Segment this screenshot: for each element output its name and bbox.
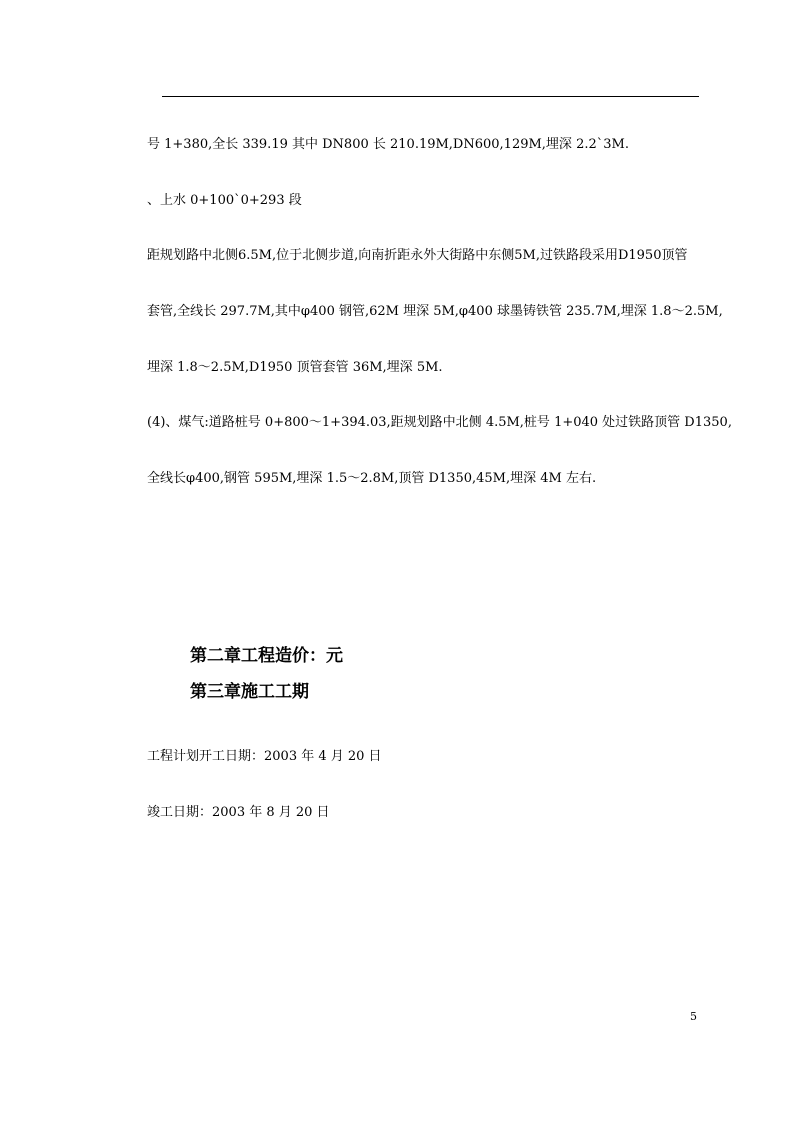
chapter-2-heading: 第二章工程造价：元: [190, 646, 343, 666]
body-line-2: 、上水 0+100`0+293 段: [147, 193, 302, 208]
header-rule: [162, 96, 699, 97]
body-line-1: 号 1+380,全长 339.19 其中 DN800 长 210.19M,DN600,129M,埋深 2.2`3M.: [147, 137, 629, 152]
body-line-3: 距规划路中北侧6.5M,位于北侧步道,向南折距永外大街路中东侧5M,过铁路段采用D1950顶管: [147, 248, 688, 263]
schedule-start-date: 工程计划开工日期：2003 年 4 月 20 日: [147, 749, 382, 764]
schedule-end-date: 竣工日期：2003 年 8 月 20 日: [147, 805, 330, 820]
body-line-4: 套管,全线长 297.7M,其中φ400 钢管,62M 埋深 5M,φ400 球墨铸铁管 235.7M,埋深 1.8～2.5M,: [147, 304, 723, 319]
body-line-5: 埋深 1.8～2.5M,D1950 顶管套管 36M,埋深 5M.: [147, 360, 443, 375]
page-number: 5: [690, 1010, 697, 1023]
body-line-7: 全线长φ400,钢管 595M,埋深 1.5～2.8M,顶管 D1350,45M,埋深 4M 左右.: [147, 471, 597, 486]
chapter-3-heading: 第三章施工工期: [190, 682, 309, 702]
body-line-6: (4)、煤气:道路桩号 0+800～1+394.03,距规划路中北侧 4.5M,桩号 1+040 处过铁路顶管 D1350,: [147, 415, 732, 430]
